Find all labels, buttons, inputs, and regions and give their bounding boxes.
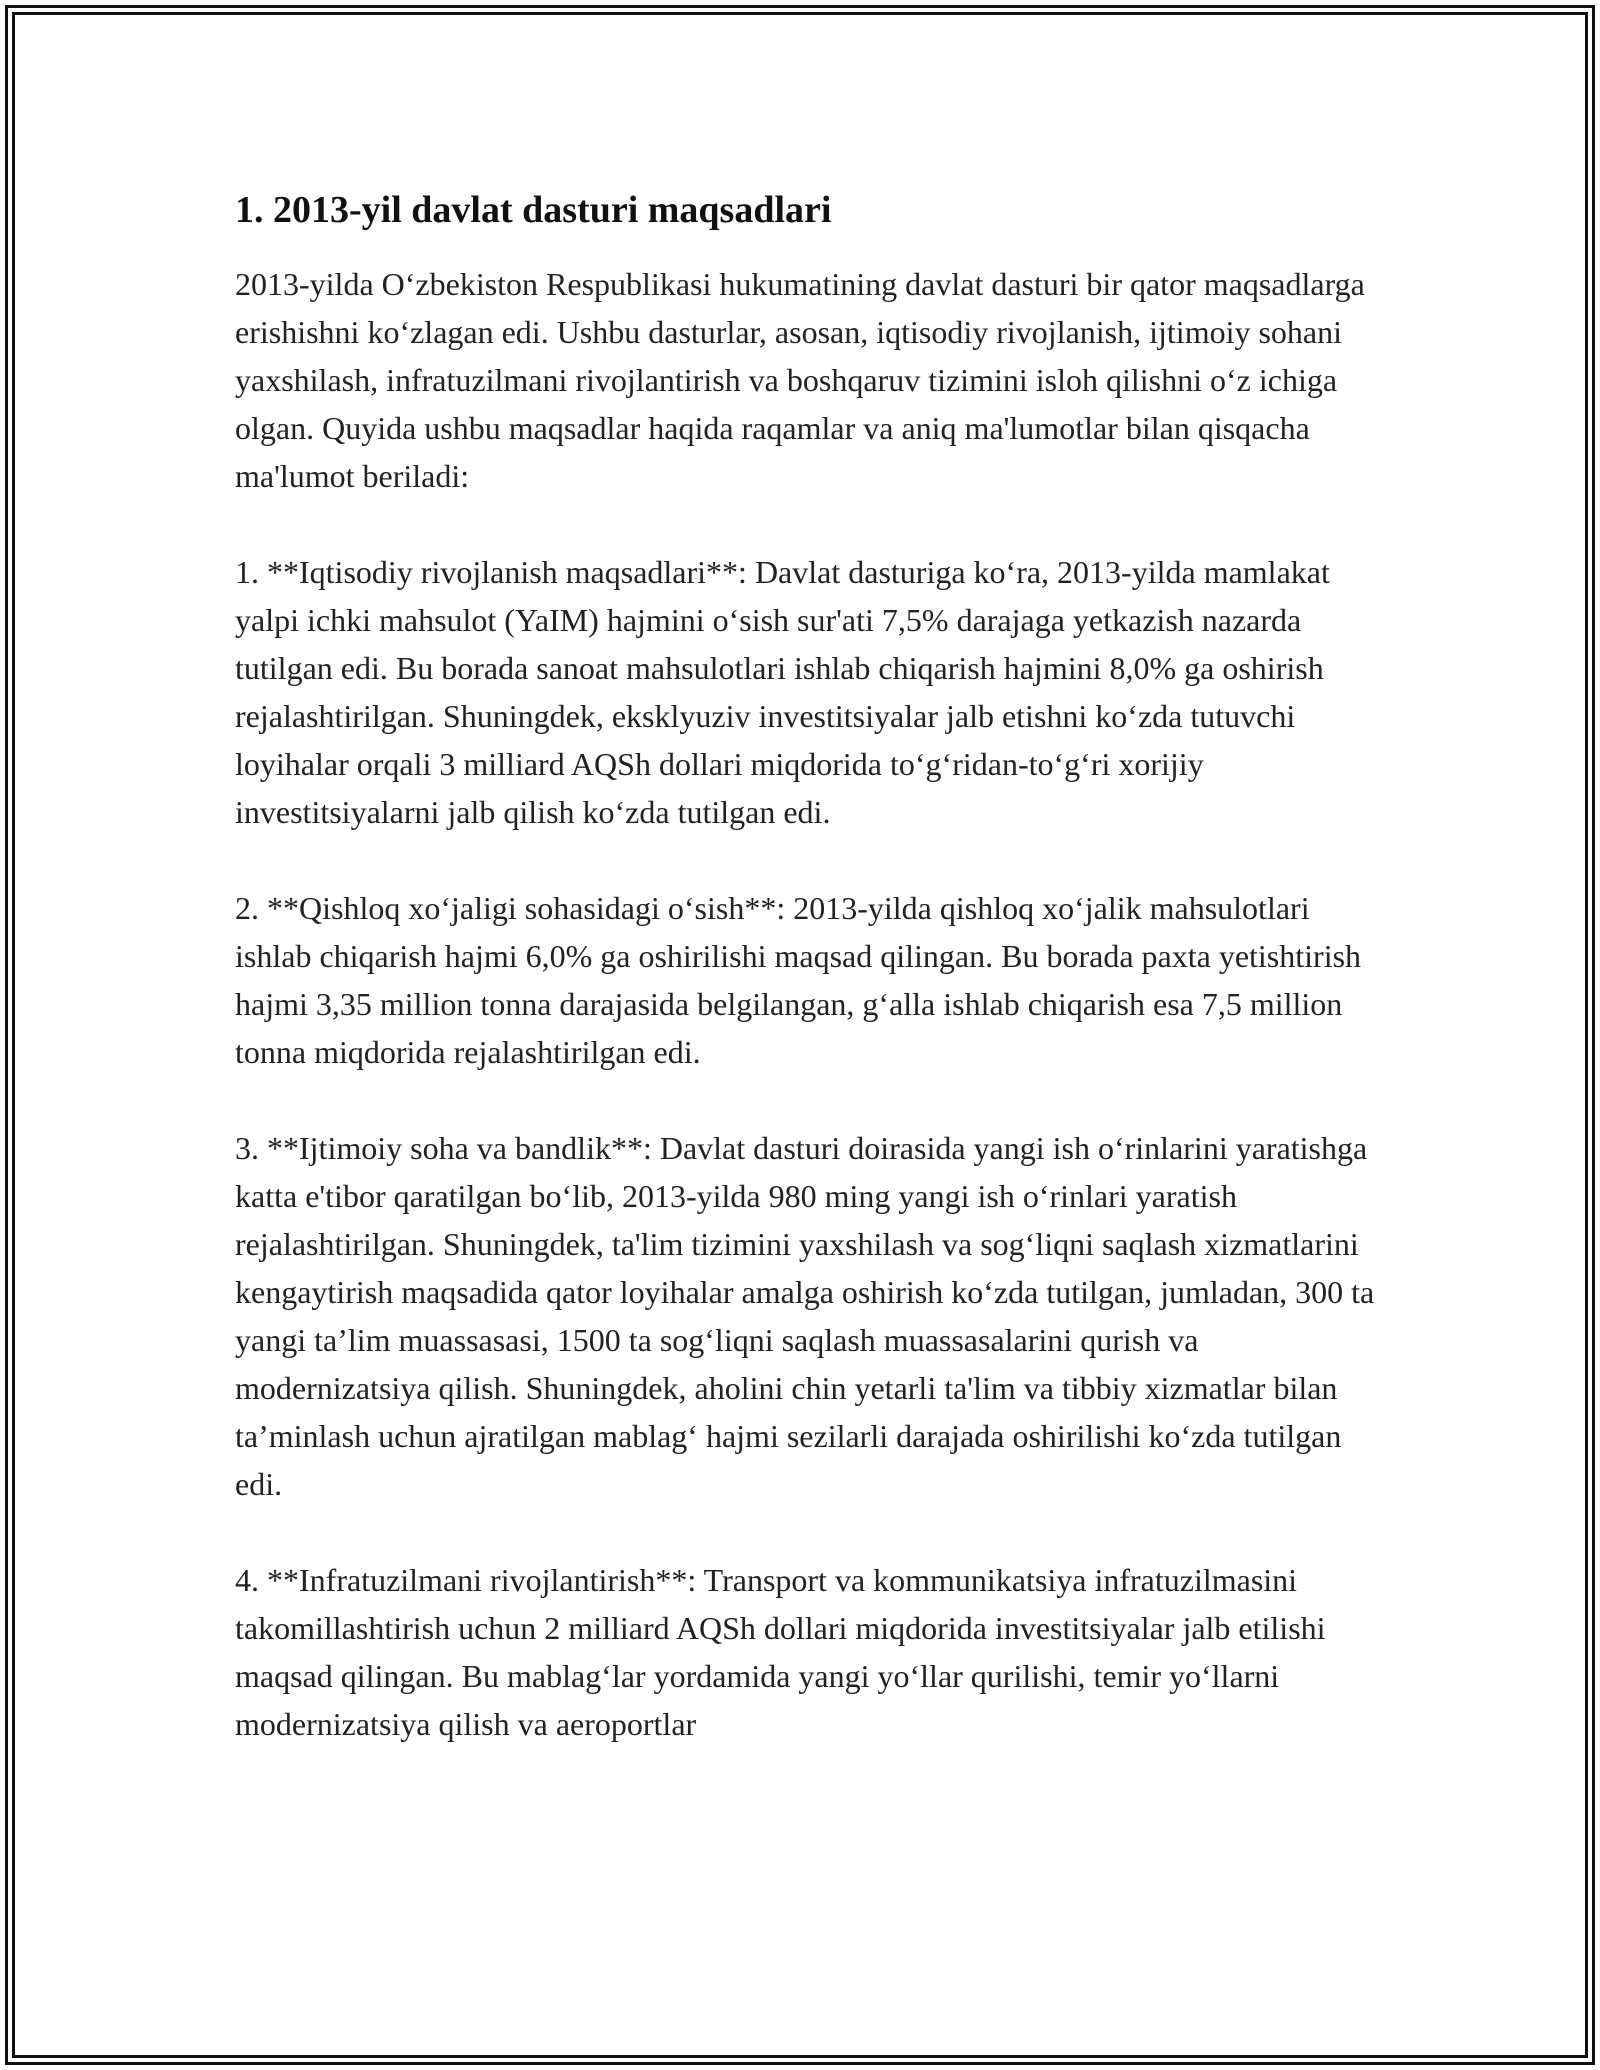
intro-paragraph: 2013-yilda O‘zbekiston Respublikasi hukumatining davlat dasturi bir qator maqsadlarga erishishni ko‘zlagan edi. Ushbu dasturlar, asosan, iqtisodiy rivojlanish, ijtimoiy sohani yaxshilash, infratuzilmani rivojlantirish va boshqaruv tizimini isloh qilishni o‘z ichiga olgan. Quyida ushbu maqsadlar haqida raqamlar va aniq ma'lumotlar bilan qisqacha ma'lumot beriladi:	[235, 265, 1365, 494]
social-sector-paragraph: 3. **Ijtimoiy soha va bandlik**: Davlat dasturi doirasida yangi ish o‘rinlarini yaratishga katta e'tibor qaratilgan bo‘lib, 2013-yilda 980 ming yangi ish o‘rinlari yaratish rejalashtirilgan. Shuningdek, ta'lim tizimini yaxshilash va sog‘liqni saqlash xizmatlarini kengaytirish maqsadida qator loyihalar amalga oshirish ko‘zda tutilgan, jumladan, 300 ta yangi ta’lim muassasasi, 1500 ta sog‘liqni saqlash muassasalarini qurish va modernizatsiya qilish. Shuningdek, aholini chin yetarli ta'lim va tibbiy xizmatlar bilan ta’minlash uchun ajratilgan mablag‘ hajmi sezilarli darajada oshirilishi ko‘zda tutilgan edi.	[235, 1129, 1375, 1502]
agriculture-paragraph: 2. **Qishloq xo‘jaligi sohasidagi o‘sish**: 2013-yilda qishloq xo‘jalik mahsulotlari ishlab chiqarish hajmi 6,0% ga oshirilishi maqsad qilingan. Bu borada paxta yetishtirish hajmi 3,35 million tonna darajasida belgilangan, g‘alla ishlab chiqarish esa 7,5 million tonna miqdorida rejalashtirilgan edi.	[235, 889, 1362, 1070]
infrastructure-paragraph: 4. **Infratuzilmani rivojlantirish**: Transport va kommunikatsiya infratuzilmasini takomillashtirish uchun 2 milliard AQSh dollari miqdorida investitsiyalar jalb etilishi maqsad qilingan. Bu mablag‘lar yordamida yangi yo‘llar qurilishi, temir yo‘llarni modernizatsiya qilish va aeroportlar	[235, 1561, 1326, 1742]
section-heading: 1. 2013-yil davlat dasturi maqsadlari	[235, 189, 832, 231]
economic-goals-paragraph: 1. **Iqtisodiy rivojlanish maqsadlari**: Davlat dasturiga ko‘ra, 2013-yilda mamlakat yalpi ichki mahsulot (YaIM) hajmini o‘sish sur'ati 7,5% darajaga yetkazish nazarda tutilgan edi. Bu borada sanoat mahsulotlari ishlab chiqarish hajmini 8,0% ga oshirish rejalashtirilgan. Shuningdek, eksklyuziv investitsiyalar jalb etishni ko‘zda tutuvchi loyihalar orqali 3 milliard AQSh dollari miqdorida to‘g‘ridan-to‘g‘ri xorijiy investitsiyalarni jalb qilish ko‘zda tutilgan edi.	[235, 553, 1330, 830]
document-body	[235, 188, 1375, 1796]
